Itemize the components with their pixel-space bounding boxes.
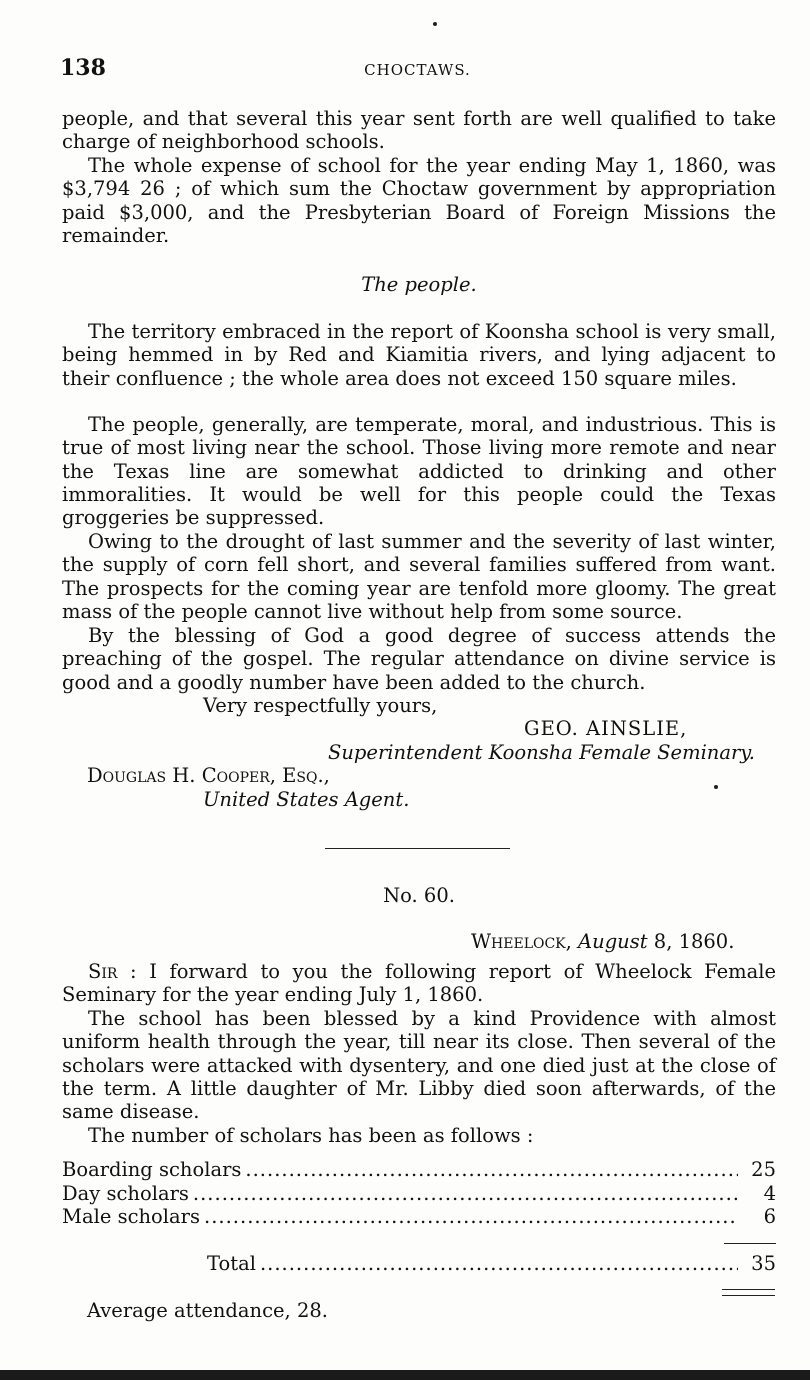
closing: Very respectfully yours, <box>203 694 438 717</box>
signer-name: GEO. AINSLIE, <box>524 717 688 740</box>
table-row <box>62 1205 776 1229</box>
addressee: Douglas H. Cooper, Esq., <box>87 764 330 787</box>
running-title: CHOCTAWS. <box>364 61 471 79</box>
scan-edge <box>0 1370 810 1380</box>
dot-leader <box>260 1252 738 1275</box>
speck <box>433 22 437 26</box>
sum-rule <box>724 1243 776 1244</box>
dateline <box>471 930 734 953</box>
section-divider <box>325 848 510 849</box>
signer-title: Superintendent Koonsha Female Seminary. <box>328 741 755 764</box>
addressee-title: United States Agent. <box>203 788 410 811</box>
paragraph-9: The number of scholars has been as follows : <box>88 1124 534 1147</box>
row-label: Day scholars <box>62 1181 189 1205</box>
total-row <box>207 1252 776 1275</box>
scholars-table <box>62 1158 776 1229</box>
letter-number: No. 60. <box>383 884 455 907</box>
row-value: 25 <box>751 1158 776 1181</box>
dot-leader <box>204 1205 738 1228</box>
paragraph-4: The people, generally, are temperate, moral, and industrious. This is true of most living near the school. Those living more remote and near the Texas line are somewhat addicted to drinking and other immoralities. It would be well for this people could the Texas groggeries be suppressed. <box>62 413 776 530</box>
speck <box>714 785 718 789</box>
salutation: Sir : <box>88 960 137 983</box>
paragraph-3: The territory embraced in the report of Koonsha school is very small, being hemmed in by Red and Kiamitia rivers, and lying adjacent to their confluence ; the whole area does not exceed 150 square miles. <box>62 320 776 390</box>
row-label: Boarding scholars <box>62 1158 242 1181</box>
paragraph-8: The school has been blessed by a kind Providence with almost uniform health through the year, till near its close. Then several of the scholars were attacked with dysentery, and one died just at the close of the term. A little daughter of Mr. Libby died soon afterwards, of the same disease. <box>62 1007 776 1124</box>
paragraph-6: By the blessing of God a good degree of success attends the preaching of the gospel. The regular attendance on divine service is good and a goodly number have been added to the church. <box>62 624 776 694</box>
dateline-place: Wheelock, <box>471 930 572 953</box>
dateline-month: August <box>578 930 648 953</box>
dot-leader <box>193 1182 738 1205</box>
row-label: Male scholars <box>62 1205 200 1228</box>
paragraph-7-text: I forward to you the following report of Wheelock Female Seminary for the year ending July 1, 1860. <box>62 960 776 1007</box>
row-value: 6 <box>763 1205 776 1228</box>
paragraph-5: Owing to the drought of last summer and the severity of last winter, the supply of corn fell short, and several families suffered from want. The prospects for the coming year are tenfold more gloomy. The great mass of the people cannot live without help from some source. <box>62 530 776 623</box>
dot-leader <box>245 1158 738 1181</box>
total-value: 35 <box>751 1252 776 1275</box>
paragraph-1: people, and that several this year sent forth are well qualified to take charge of neighborhood schools. <box>62 107 776 154</box>
double-rule <box>722 1289 775 1296</box>
section-heading: The people. <box>361 273 477 296</box>
table-row <box>62 1158 776 1182</box>
dateline-day-year: 8, 1860. <box>653 930 735 953</box>
paragraph-2: The whole expense of school for the year ending May 1, 1860, was $3,794 26 ; of which sum the Choctaw government by appropriation paid $3,000, and the Presbyterian Board of Foreign Missions the remainder. <box>62 154 776 247</box>
average-attendance: Average attendance, 28. <box>87 1299 328 1322</box>
page-number: 138 <box>60 55 106 81</box>
page-header <box>60 55 775 85</box>
paragraph-7 <box>62 960 776 1007</box>
row-value: 4 <box>763 1181 776 1205</box>
total-label: Total <box>207 1252 256 1275</box>
table-row <box>62 1182 776 1206</box>
